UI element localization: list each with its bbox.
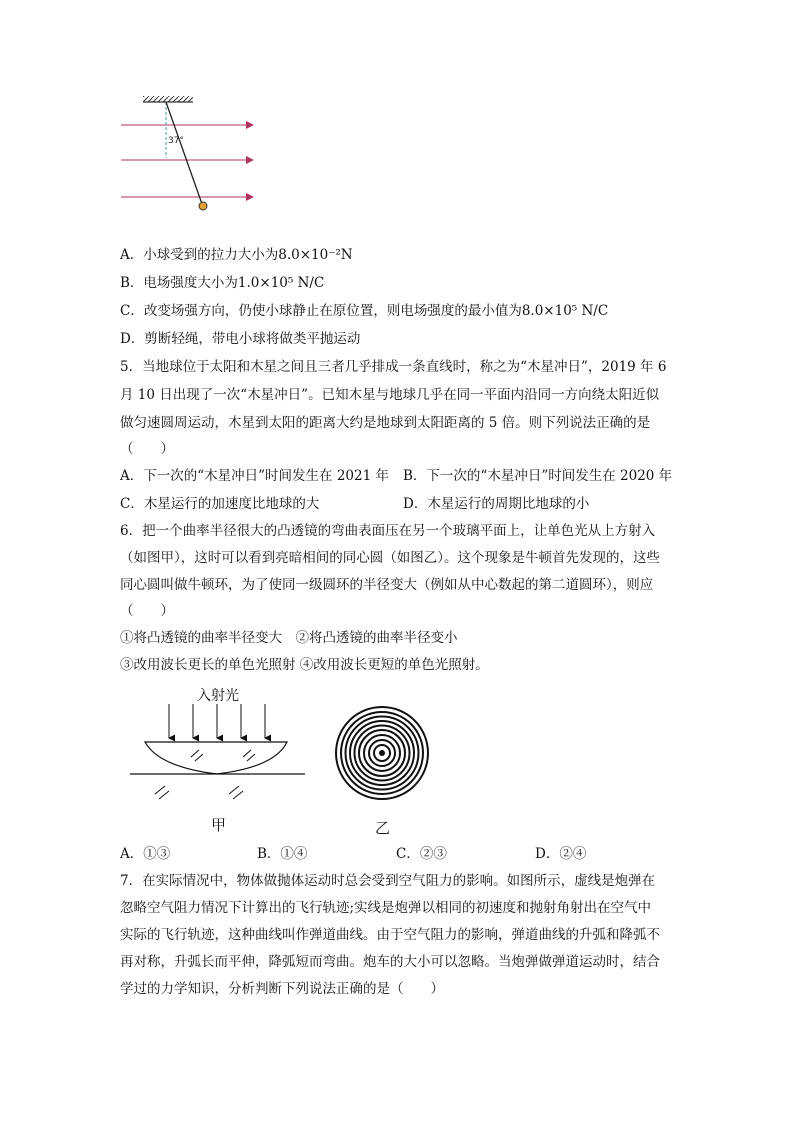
figure-yi-newton-rings xyxy=(335,705,435,840)
q6-text-line-2: （如图甲），这时可以看到亮暗相间的同心圆（如图乙）。这个现象是牛顿首先发现的，这些 xyxy=(120,550,660,566)
plate-hatch-marks xyxy=(155,786,243,799)
q5-option-b: B．下一次的“木星冲日”时间发生在 2020 年 xyxy=(403,468,673,484)
q5-text-line-3: 做匀速圆周运动，木星到太阳的距离大约是地球到太阳距离的 5 倍。则下列说法正确的是 xyxy=(120,415,651,431)
figure-jia-lens xyxy=(125,682,310,837)
convex-lens xyxy=(145,742,287,774)
q6-option-d: D．②④ xyxy=(535,846,587,862)
q6-option-c: C．②③ xyxy=(396,846,447,862)
q4-option-b: B．电场强度大小为1.0×10⁵ N/C xyxy=(120,275,325,291)
q7-text-line-3: 实际的飞行轨迹，这种曲线叫作弹道曲线。由于空气阻力的影响，弹道曲线的升弧和降弧不 xyxy=(120,927,660,943)
q6-item-1-2: ①将凸透镜的曲率半径变大 ②将凸透镜的曲率半径变小 xyxy=(120,630,458,646)
q5-text-line-2: 月 10 日出现了一次“木星冲日”。已知木星与地球几乎在同一平面内沿同一方向绕太阳近似 xyxy=(120,387,660,403)
q6-option-b: B．①④ xyxy=(257,846,308,862)
ceiling-hatch xyxy=(143,96,193,102)
q4-option-c: C．改变场强方向，仍使小球静止在原位置，则电场强度的最小值为8.0×10⁵ N/C xyxy=(120,303,609,319)
q6-option-a: A．①③ xyxy=(120,846,171,862)
q4-option-d: D．剪断轻绳，带电小球将做类平抛运动 xyxy=(120,331,361,347)
string xyxy=(166,102,202,204)
q7-text-line-1: 7．在实际情况中，物体做抛体运动时总会受到空气阻力的影响。如图所示，虚线是炮弹在 xyxy=(120,873,656,889)
newton-rings-center xyxy=(379,750,385,756)
angle-label: 37° xyxy=(168,136,184,146)
q5-option-c: C．木星运行的加速度比地球的大 xyxy=(120,496,320,512)
figure-jia-label: 甲 xyxy=(211,816,227,834)
incident-light-label: 入射光 xyxy=(197,688,239,704)
q7-text-line-5: 学过的力学知识，分析判断下列说法正确的是（ ） xyxy=(120,981,444,997)
q7-text-line-4: 再对称，升弧长而平伸，降弧短而弯曲。炮车的大小可以忽略。当炮弹做弹道运动时，结合 xyxy=(120,954,660,970)
q5-option-d: D．木星运行的周期比地球的小 xyxy=(403,496,590,512)
charged-ball xyxy=(199,202,207,210)
figure-yi-label: 乙 xyxy=(375,819,391,837)
figure-pendulum-field xyxy=(118,92,263,217)
q6-text-line-1: 6．把一个曲率半径很大的凸透镜的弯曲表面压在另一个玻璃平面上，让单色光从上方射入 xyxy=(120,523,656,539)
q7-text-line-2: 忽略空气阻力情况下计算出的飞行轨迹;实线是炮弹以相同的初速度和抛射角射出在空气中 xyxy=(120,900,652,916)
q6-answer-bracket: （ ） xyxy=(120,603,174,619)
lens-hatch-marks xyxy=(191,750,255,761)
q5-option-a: A．下一次的“木星冲日”时间发生在 2021 年 xyxy=(120,468,389,484)
q5-answer-bracket: （ ） xyxy=(120,441,174,457)
q5-text-line-1: 5．当地球位于太阳和木星之间且三者几乎排成一条直线时，称之为“木星冲日”，2019 年 6 xyxy=(120,359,667,375)
q4-option-a: A．小球受到的拉力大小为8.0×10⁻²N xyxy=(120,247,353,263)
q6-item-3-4: ③改用波长更长的单色光照射 ④改用波长更短的单色光照射。 xyxy=(120,657,489,673)
q6-text-line-3: 同心圆叫做牛顿环，为了使同一级圆环的半径变大（例如从中心数起的第二道圆环），则应 xyxy=(120,577,654,593)
